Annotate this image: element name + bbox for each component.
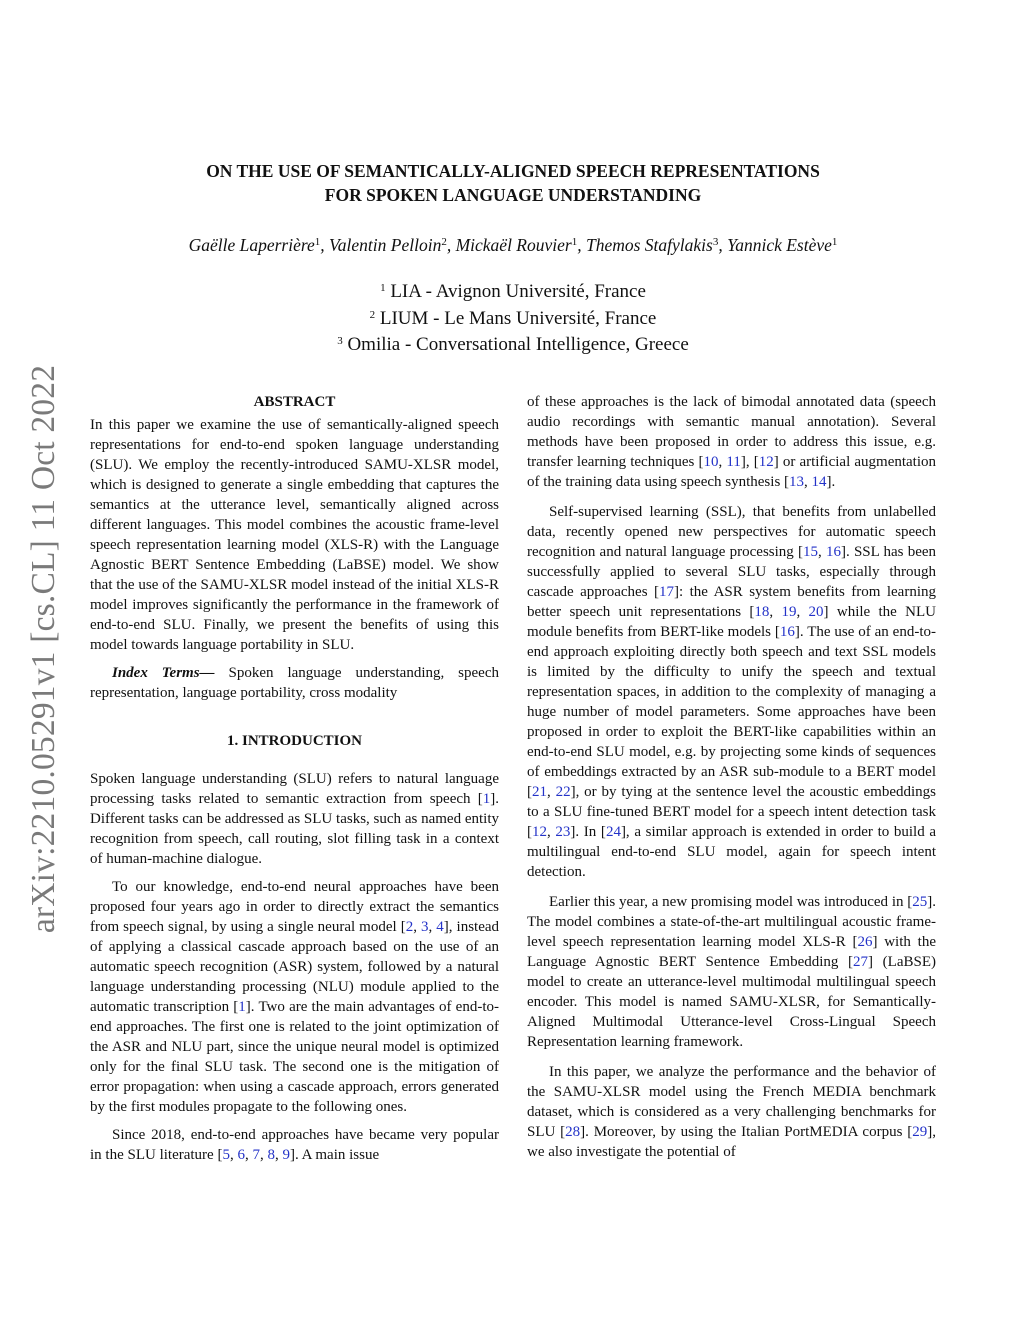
citation-link[interactable]: 17	[659, 584, 674, 600]
intro-paragraph-4	[527, 392, 936, 492]
citation-link[interactable]: 1	[482, 791, 491, 807]
citation-link[interactable]: 16	[779, 624, 795, 640]
paragraph-text: ,	[274, 1147, 283, 1163]
citation-link[interactable]: 23	[555, 824, 571, 840]
paragraph-text: ,	[796, 604, 809, 620]
citation-link[interactable]: 28	[565, 1124, 581, 1140]
citation-link[interactable]: 4	[436, 919, 444, 935]
citation-link[interactable]: 29	[912, 1124, 928, 1140]
author-affiliation-mark: 1	[831, 236, 838, 248]
title-line-2: FOR SPOKEN LANGUAGE UNDERSTANDING	[324, 185, 702, 205]
intro-paragraph-3	[90, 1125, 499, 1165]
affiliation-text: LIA - Avignon Université, France	[390, 281, 646, 302]
paragraph-text: ], a similar approach is extended in order to build a multilingual end-to-end SLU model, again for speech intent detection.	[527, 824, 937, 880]
paragraph-text: ] with the Language Agnostic BERT Sentence Embedding [	[527, 934, 936, 970]
paragraph-text: ], instead of applying a classical cascade approach based on the use of an automatic speech recognition (ASR) system, followed by a natural language understanding processing (NLU) module applied to the automatic transcription [	[90, 919, 500, 1015]
affiliation-text: LIUM - Le Mans Université, France	[379, 307, 657, 329]
citation-link[interactable]: 7	[252, 1147, 260, 1163]
affiliation	[160, 304, 866, 331]
author	[586, 235, 718, 255]
paragraph-text: ]. In [	[570, 824, 606, 840]
intro-paragraph-7	[527, 1062, 936, 1162]
paragraph-text: ,	[229, 1147, 238, 1163]
citation-link[interactable]: 1	[238, 999, 246, 1015]
paragraph-text: ,	[818, 544, 826, 560]
citation-link[interactable]: 24	[605, 824, 621, 840]
paragraph-text: ] while the NLU module benefits from BERT-like models [	[527, 604, 936, 640]
intro-paragraph-6	[527, 892, 936, 1052]
citation-link[interactable]: 12	[532, 824, 547, 840]
author	[329, 235, 447, 255]
paragraph-text: ]: the ASR system benefits from learning better speech unit representations [	[527, 584, 937, 620]
citation-link[interactable]: 14	[811, 474, 827, 490]
citation-link[interactable]: 21	[532, 784, 547, 800]
paragraph-text: Earlier this year, a new promising model was introduced in [	[549, 894, 913, 910]
paragraph-text: ,	[804, 474, 812, 490]
author-name: Yannick Estève	[727, 235, 832, 255]
author-list: Gaëlle Laperrière$^1$, Valentin Pelloin$^2$, Mickaël Rouvier$^1$, Themos Stafylakis$^3$, Yannick Estève$^1$	[188, 235, 838, 255]
paragraph-text: Since 2018, end-to-end approaches have became very popular in the SLU literature [	[90, 1127, 499, 1163]
citation-link[interactable]: 10	[703, 454, 719, 470]
citation-link[interactable]: 3	[420, 919, 429, 935]
left-column	[90, 392, 499, 1165]
citation-link[interactable]: 11	[726, 454, 741, 470]
citation-link[interactable]: 5	[222, 1147, 230, 1163]
citation-link[interactable]: 15	[803, 544, 819, 560]
author-affiliation-mark: 3	[712, 236, 719, 248]
paragraph-text: In this paper, we analyze the performance and the behavior of the SAMU-XLSR model using the French MEDIA benchmark dataset, which is considered as a very challenging benchmarks for SLU [	[527, 1064, 936, 1140]
paragraph-text: ,	[547, 784, 556, 800]
citation-link[interactable]: 13	[789, 474, 805, 490]
introduction-heading: 1. INTRODUCTION	[226, 733, 362, 749]
index-terms	[90, 663, 499, 703]
paragraph-text: ]. SSL has been successfully applied to several SLU tasks, especially through cascade approaches [	[527, 544, 937, 600]
paragraph-text: ].	[826, 474, 836, 490]
paragraph-text: ,	[769, 604, 782, 620]
citation-link[interactable]: 25	[912, 894, 928, 910]
affiliation-text: Omilia - Conversational Intelligence, Greece	[347, 334, 689, 355]
paragraph-text: ], or by tying at the sentence level the acoustic embeddings to a SLU fine-tuned BERT model for a speech intent detection task [	[527, 784, 936, 840]
intro-paragraph-1	[90, 769, 499, 869]
index-terms-label: Index Terms—	[112, 665, 215, 681]
paragraph-text: ]. A main issue	[289, 1147, 380, 1163]
affiliation-number: 3	[337, 335, 343, 347]
author-affiliation-mark: 1	[571, 236, 578, 248]
affiliation	[160, 330, 866, 357]
citation-link[interactable]: 22	[555, 784, 571, 800]
paragraph-text: ,	[259, 1147, 268, 1163]
abstract-text: In this paper we examine the use of semantically-aligned speech representations for end-to-end spoken language understanding (SLU). We employ the recently-introduced SAMU-XLSR model, which is designed to generate a single embedding that captures the semantics at the utterance level, semantically aligned across different languages. This model combines the acoustic frame-level speech representation learning model (XLS-R) with the Language Agnostic BERT Sentence Embedding (LaBSE) model. We show that the use of the SAMU-XLSR model instead of the initial XLS-R model improves significantly the performance in the framework of end-to-end SLU. Finally, we present the benefits of using this model towards language portability in SLU.	[90, 417, 499, 653]
citation-link[interactable]: 6	[237, 1147, 245, 1163]
citation-link[interactable]: 20	[808, 604, 824, 620]
paragraph-text: ] or artificial augmentation of the training data using speech synthesis [	[527, 454, 937, 490]
abstract-heading: ABSTRACT	[253, 394, 336, 410]
citation-link[interactable]: 27	[853, 954, 869, 970]
arxiv-sidebar	[23, 354, 65, 944]
index-terms-text: Spoken language understanding, speech representation, language portability, cross modality	[90, 665, 499, 701]
author-affiliation-mark: 1	[314, 236, 321, 248]
right-column	[527, 392, 936, 1162]
citation-link[interactable]: 12	[758, 454, 774, 470]
paragraph-text: ,	[413, 919, 421, 935]
author	[189, 235, 321, 255]
arxiv-identifier: arXiv:2210.05291v1 [cs.CL] 11 Oct 2022	[25, 364, 62, 934]
paragraph-text: ]. Two are the main advantages of end-to-end approaches. The first one is related to the joint optimization of the ASR and NLU part, since the unique neural model is optimized only for the final SLU task. The second one is the mitigation of error propagation: when using a cascade approach, errors generated by the first modules propagate to the following ones.	[90, 999, 499, 1115]
paragraph-text: ]. The model combines a state-of-the-art multilingual acoustic frame-level speech representation learning model XLS-R [	[527, 894, 936, 950]
paragraph-text: of these approaches is the lack of bimodal annotated data (speech audio recordings with semantic manual annotation). Several methods have been proposed in order to address this issue, e.g. transfer learning techniques [	[527, 394, 936, 470]
paragraph-text: ,	[547, 824, 556, 840]
author	[727, 235, 837, 255]
paragraph-text: ,	[428, 919, 437, 935]
paragraph-text: ]. Moreover, by using the Italian PortMEDIA corpus [	[580, 1124, 913, 1140]
affiliation-number: 2	[369, 308, 376, 321]
citation-link[interactable]: 9	[282, 1147, 290, 1163]
intro-paragraph-2	[90, 877, 499, 1117]
citation-link[interactable]: 16	[826, 544, 841, 560]
author-name: Mickaël Rouvier	[455, 235, 572, 255]
author	[456, 235, 578, 255]
citation-link[interactable]: 8	[267, 1147, 275, 1163]
affiliation-number: 1	[380, 282, 386, 294]
paragraph-text: Spoken language understanding (SLU) refers to natural language processing tasks related to semantic extraction from speech [	[90, 771, 499, 807]
paragraph-text: ]. Different tasks can be addressed as SLU tasks, such as named entity recognition from speech, call routing, slot filling task in a context of human-machine dialogue.	[90, 791, 499, 867]
paragraph-text: ]. The use of an end-to-end approach exploiting directly both speech and text SSL models is limited by the difficulty to unify the speech and textual representation spaces, in addition to the complexity of managing a huge number of model parameters. Some approaches have been proposed in order to exploit the BERT-like capabilities within an end-to-end SLU model, e.g. by projecting some kinds of sequences of embeddings extracted by an ASR sub-module to a BERT model [	[527, 624, 936, 800]
title-line-1: ON THE USE OF SEMANTICALLY-ALIGNED SPEECH REPRESENTATIONS	[206, 161, 820, 181]
author-name: Gaëlle Laperrière	[188, 235, 315, 255]
affiliation-list	[160, 277, 866, 357]
paragraph-text: ] (LaBSE) model to create an utterance-level multimodal multilingual speech encoder. This model is named SAMU-XLSR, for Semantically-Aligned Multimodal Utterance-level Cross-Lingual Speech Representation learning framework.	[527, 954, 936, 1050]
citation-link[interactable]: 26	[857, 934, 873, 950]
paragraph-text: To our knowledge, end-to-end neural approaches have been proposed four years ago in order to directly extract the semantics from speech signal, by using a single neural model [	[90, 879, 499, 935]
paragraph-text: ,	[718, 454, 727, 470]
citation-link[interactable]: 2	[405, 919, 414, 935]
paragraph-text: ], [	[740, 454, 759, 470]
paragraph-text: ,	[244, 1147, 253, 1163]
author-name: Valentin Pelloin	[329, 235, 442, 255]
paper-title	[80, 159, 946, 207]
author-affiliation-mark: 2	[441, 236, 447, 248]
paragraph-text: Self-supervised learning (SSL), that benefits from unlabelled data, recently opened new perspectives for automatic speech recognition and natural language processing [	[527, 504, 936, 560]
affiliation	[160, 277, 866, 304]
intro-paragraph-5	[527, 502, 936, 882]
citation-link[interactable]: 18	[754, 604, 770, 620]
author-name: Themos Stafylakis	[585, 235, 713, 255]
citation-link[interactable]: 19	[781, 604, 797, 620]
paragraph-text: ], we also investigate the potential of	[527, 1124, 936, 1160]
